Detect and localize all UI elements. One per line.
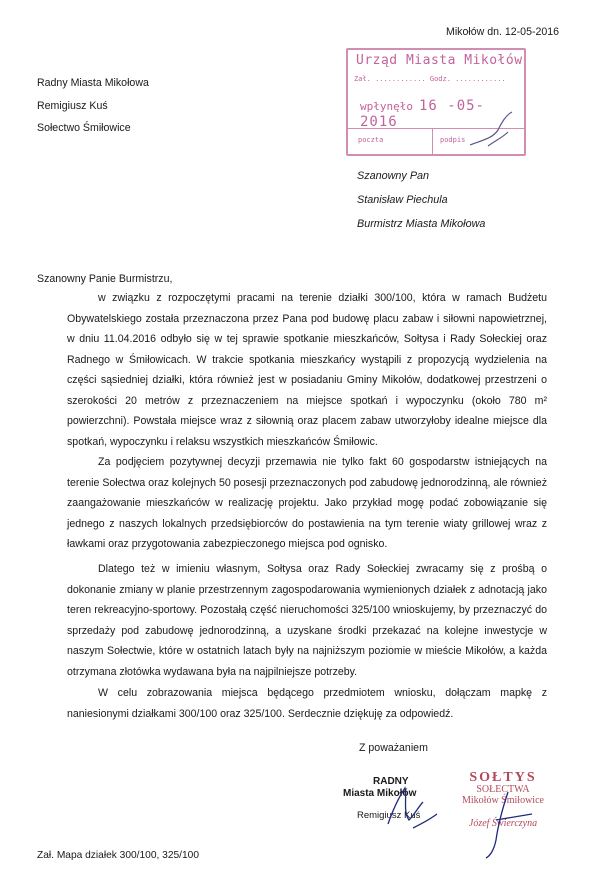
- attachment-note: Zał. Mapa działek 300/100, 325/100: [37, 850, 199, 861]
- sig2-handwritten-signature: [468, 790, 548, 860]
- paragraph-1: [67, 288, 547, 452]
- sender-line-1: Radny Miasta Mikołowa: [37, 77, 149, 89]
- sig1-title: RADNY: [373, 776, 409, 787]
- sig2-locality: Mikołów Śmiłowice: [462, 795, 544, 806]
- recipient-line-3: Burmistrz Miasta Mikołowa: [357, 218, 486, 230]
- stamp-office: Urząd Miasta Mikołów: [356, 53, 523, 68]
- sig2-subtitle: SOŁECTWA: [476, 784, 530, 795]
- stamp-signature-scribble: [468, 110, 518, 150]
- paragraph-1-text: w związku z rozpoczętymi pracami na terenie działki 300/100, która w ramach Budżetu Obywatelskiego została przeznaczona przez Pana pod budowę placu zabaw i siłowni napowietrznej, w dniu 11.04.2016 odbyło się w tej sprawie spotkanie mieszkańców, Sołtysa i Rady Sołeckiej oraz Radnego w Śmiłowicach. W trakcie spotkania mieszkańcy wystąpili z propozycją wydzielenia na części sąsiedniej działki, która również jest w posiadaniu Gminy Mikołów, dodatkowej przestrzeni o szerokości 20 metrów z przeznaczeniem na miejsce spotkań i wypoczynku (około 780 m² powierzchni). Powstała miejsce wraz z siłownią oraz placem zabaw utworzyłoby idealne miejsce dla spotkań, wypoczynku i relaksu wszystkich mieszkańców Śmiłowic.: [67, 292, 547, 448]
- date-line: Mikołów dn. 12-05-2016: [446, 26, 560, 38]
- paragraph-4: [67, 683, 547, 724]
- soltys-stamp: [448, 770, 558, 840]
- paragraph-2-text: Za podjęciem pozytywnej decyzji przemawia nie tylko fakt 60 gospodarstw istniejących na terenie Sołectwa oraz kolejnych 50 posesji przeznaczonych pod zabudowę jednorodzinną, ale również zaangażowanie mieszkańców w realizację projektu. Jako przykład mogę podać zobowiązanie się jednego z naszych lokalnych przedsiębiorców do postawienia na tym terenie wiaty grillowej wraz z ławkami oraz przygotowania zabezpieczonego miejsca pod ognisko.: [67, 456, 547, 550]
- sig1-city: Miasta Mikołów: [343, 788, 417, 799]
- stamp-received-label: wpłynęło: [360, 100, 413, 113]
- paragraph-3-text: Dlatego też w imieniu własnym, Sołtysa oraz Rady Sołeckiej zwracamy się z prośbą o dokonanie zmiany w planie przestrzennym zagospodarowania wymienionych działek z adnotacją jako teren rekreacyjno-sportowy. Pozostałą część nieruchomości 325/100 wnioskujemy, by przeznaczyć do sprzedaży pod zabudowę jednorodzinną, a uzyskane środki przekazać na kolejne inwestycje w naszym Sołectwie, które w ostatnich latach były na najniższym poziomie w mieście Mikołów, a każda otrzymana złotówka wydawana była na najpilniejsze potrzeby.: [67, 563, 547, 678]
- paragraph-4-text: W celu zobrazowania miejsca będącego przedmiotem wniosku, dołączam mapkę z naniesionymi działkami 300/100 oraz 325/100. Serdecznie dziękuję za odpowiedź.: [67, 687, 547, 720]
- recipient-line-1: Szanowny Pan: [357, 170, 430, 182]
- closing-regards: Z poważaniem: [359, 742, 428, 754]
- councillor-stamp: [343, 776, 443, 836]
- sig1-handwritten-signature: [383, 784, 443, 834]
- received-stamp: [346, 48, 526, 156]
- stamp-vertical-divider: [432, 128, 433, 154]
- stamp-podpis: podpis: [440, 136, 466, 144]
- stamp-received-date: 16 -05- 2016: [360, 98, 485, 130]
- stamp-poczta: poczta: [358, 136, 384, 144]
- recipient-line-2: Stanisław Piechula: [357, 194, 448, 206]
- salutation: Szanowny Panie Burmistrzu,: [37, 273, 173, 285]
- paragraph-2: [67, 452, 547, 555]
- sig1-name: Remigiusz Kuś: [357, 810, 421, 821]
- sig2-name: Józef Świerczyna: [468, 818, 538, 829]
- paragraph-3: [67, 559, 547, 682]
- stamp-zal-godz: Zał. ............ Godz. ............: [354, 75, 506, 83]
- sig2-title: SOŁTYS: [469, 770, 537, 785]
- sender-line-2: Remigiusz Kuś: [37, 100, 108, 112]
- sender-line-3: Sołectwo Śmiłowice: [37, 122, 131, 134]
